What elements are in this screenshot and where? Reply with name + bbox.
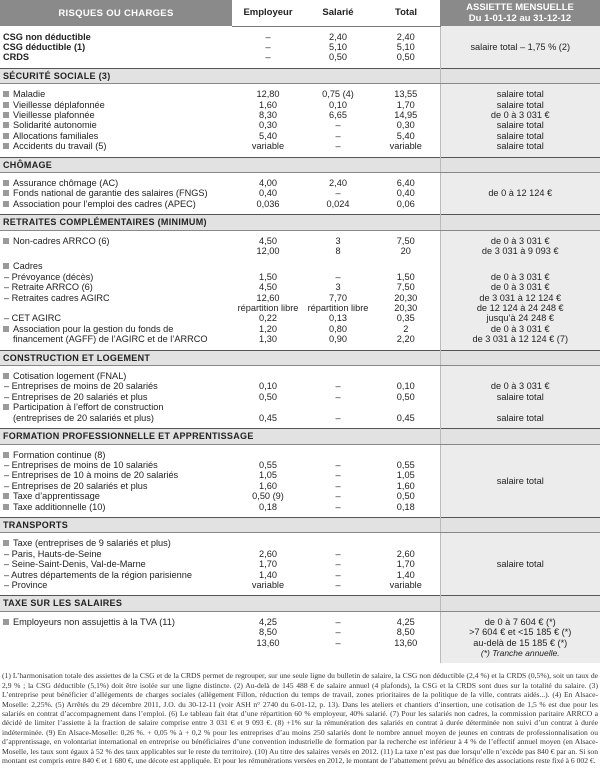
secu-employeur: variable: [251, 141, 285, 152]
participation-salarie: –: [335, 412, 341, 423]
secu-total: 5,40: [396, 130, 415, 141]
cadres-employeur: 12,60: [256, 292, 280, 303]
transports-total: 2,60: [396, 548, 415, 559]
footnote: (1) L’harmonisation totale des assiettes de la CSG et de la CRDS permet de regrouper, sur une seule ligne du bulletin de salaire, la CSG non déductible (2,4 %) et la CRDS (0,5%), soit un taux de 2,9 % ; la CSG déductible (5,1%) doit être isolée sur une ligne distincte.: [2, 671, 598, 690]
formation-total: 1,60: [396, 480, 415, 491]
cadres-item-label: – Prévoyance (décès): [4, 271, 94, 282]
cadres-salarie: 0,13: [329, 313, 347, 324]
header-employeur: Employeur: [232, 0, 304, 26]
cadres-salarie: répartition libre: [307, 303, 369, 314]
construction-salarie: –: [335, 391, 341, 402]
construction-item-label: – Entreprises de 20 salariés et plus: [4, 391, 148, 402]
noncadres-salarie: 8: [335, 246, 341, 256]
noncadres-employeur: 12,00: [256, 246, 280, 256]
chomage-total: 0,40: [396, 188, 415, 199]
square-bullet-icon: [3, 133, 9, 139]
csg-employeur-1: –: [265, 41, 271, 52]
secu-total: 14,95: [394, 109, 418, 120]
section-title-taxe-salaires: TAXE SUR LES SALAIRES: [0, 596, 440, 611]
chomage-employeur: 4,00: [259, 177, 277, 188]
noncadres-label: Non-cadres ARRCO (6): [13, 235, 110, 246]
transports-item-label: – Province: [4, 579, 48, 590]
secu-assiette: salaire total: [440, 141, 600, 151]
transports-salarie: –: [335, 559, 341, 570]
formation-total: 0,55: [396, 459, 415, 470]
transports-total: 1,40: [396, 569, 415, 580]
footnote: (9) En Alsace-Moselle: 0,26 %. + 0,05 % à + 0,2 % pour les entreprises d’au moins 250 salariés dont le nombre annuel moyen de jeunes en contrats de professionnalisation ou d’apprentissage, en volontariat international en entreprise ou bénéficiaires d’une convention industrielle de formation par la recherche est inférieur à 4 % de l’effectif annuel moyen (en Alsace-Moselle, les taux sont égaux à 52 % des taux applicables sur le reste du territoire).: [2, 727, 598, 756]
taxe-salaires-employeur: 13,60: [256, 637, 280, 648]
square-bullet-icon: [3, 238, 9, 244]
square-bullet-icon: [3, 190, 9, 196]
transports-item-label: – Autres départements de la région parisienne: [4, 569, 192, 580]
chomage-total: 0,06: [396, 198, 415, 209]
cadres-salarie: –: [335, 271, 341, 282]
transports-employeur: variable: [251, 579, 285, 590]
footnote: (11) La taxe n’est pas due lorsqu’elle n’excède pas 840 € par an. Si son montant est compris entre 840 € et 1 680 €, une décote est appliquée. Et pour les rémunérations versées en 2012, le montant de l’abattement prévu au bénéfice des associations reste fixé à 6 002 €.: [2, 746, 599, 766]
section-title-formation: FORMATION PROFESSIONNELLE ET APPRENTISSAGE: [0, 429, 440, 444]
formation-employeur: 1,60: [259, 480, 277, 491]
section-title-chomage: CHÔMAGE: [0, 157, 440, 172]
agff-employeur: 1,30: [259, 334, 277, 345]
secu-employeur: 0,30: [259, 120, 277, 131]
participation-label: Participation à l’effort de construction: [13, 402, 164, 413]
cadres-assiette: de 0 à 3 031 €: [440, 282, 600, 292]
csg-salarie-1: 5,10: [329, 41, 347, 52]
square-bullet-icon: [3, 326, 9, 332]
formation-employeur: 0,18: [259, 501, 277, 512]
square-bullet-icon: [3, 263, 9, 269]
agff-label: financement (AGFF) de l’AGIRC et de l’ARRCO: [13, 334, 208, 345]
square-bullet-icon: [3, 201, 9, 207]
square-bullet-icon: [3, 452, 9, 458]
taxe-salaires-total: 4,25: [396, 616, 415, 627]
formation-salarie: –: [335, 491, 341, 502]
cadres-total: 0,35: [396, 313, 415, 324]
header-assiette-title: ASSIETTE MENSUELLE: [466, 2, 574, 13]
secu-employeur: 8,30: [259, 109, 277, 120]
cadres-assiette: de 0 à 3 031 €: [440, 272, 600, 282]
cadres-salarie: 7,70: [329, 292, 347, 303]
noncadres-total: 7,50: [396, 235, 415, 246]
secu-label: Solidarité autonomie: [13, 120, 97, 131]
secu-total: 13,55: [394, 89, 418, 100]
transports-item-label: – Seine-Saint-Denis, Val-de-Marne: [4, 559, 146, 570]
taxe-salaires-total: 8,50: [396, 627, 415, 638]
transports-total: 1,70: [396, 559, 415, 570]
secu-employeur: 5,40: [259, 130, 277, 141]
agff-salarie: 0,90: [329, 334, 347, 345]
transports-salarie: –: [335, 579, 341, 590]
construction-total: 0,10: [396, 381, 415, 392]
secu-salarie: 0,75 (4): [322, 89, 354, 100]
square-bullet-icon: [3, 122, 9, 128]
section-title-secu: SÉCURITÉ SOCIALE (3): [0, 68, 440, 83]
cadres-salarie: 3: [335, 282, 341, 293]
footnote: (5) Arrêtés du 29 décembre 2011, J.O. du 30-12-11 (voir ASH n° 2740 du 6-01-12, p. 13). Dans les ateliers et chantiers d’insertion, une cotisation de 1,5 % est due pour les salariés en contrat d’accompagnement dans l’emploi.: [2, 699, 598, 719]
csg-assiette: salaire total – 1,75 % (2): [440, 32, 600, 63]
construction-item-label: – Entreprises de moins de 20 salariés: [4, 381, 158, 392]
cadres-employeur: 1,50: [259, 271, 277, 282]
secu-employeur: 12,80: [256, 89, 280, 100]
construction-total: 0,50: [396, 391, 415, 402]
formation-employeur: 0,50 (9): [252, 491, 284, 502]
square-bullet-icon: [3, 619, 9, 625]
header-assiette: [440, 0, 600, 26]
cadres-assiette: de 3 031 à 12 124 €: [440, 293, 600, 303]
formation-salarie: –: [335, 470, 341, 481]
participation-total: 0,45: [396, 412, 415, 423]
csg-employeur-0: –: [265, 31, 271, 42]
header-assiette-period: Du 1-01-12 au 31-12-12: [468, 13, 572, 24]
agff-assiette: de 0 à 3 031 €: [440, 324, 600, 334]
formation-employeur: 0,55: [259, 459, 277, 470]
cadres-item-label: – Retraite ARRCO (6): [4, 282, 93, 293]
formation-total: 1,05: [396, 470, 415, 481]
secu-assiette: salaire total: [440, 100, 600, 110]
chomage-label: Association pour l’emploi des cadres (APEC): [13, 198, 196, 209]
square-bullet-icon: [3, 504, 9, 510]
csg-label-2: CRDS: [3, 52, 30, 63]
taxe-salaires-footnote: (*) Tranche annuelle.: [440, 648, 600, 658]
csg-label-0: CSG non déductible: [3, 31, 91, 42]
header-total: Total: [372, 0, 440, 26]
formation-item-label: Taxe d’apprentissage: [13, 491, 100, 502]
secu-label: Accidents du travail (5): [13, 141, 107, 152]
transports-total: variable: [389, 579, 422, 590]
csg-employeur-2: –: [265, 52, 271, 63]
secu-assiette: salaire total: [440, 89, 600, 99]
square-bullet-icon: [3, 112, 9, 118]
chomage-total: 6,40: [396, 177, 415, 188]
csg-salarie-0: 2,40: [329, 31, 347, 42]
formation-item-label: – Entreprises de 10 à moins de 20 salariés: [4, 470, 179, 481]
secu-label: Vieillesse plafonnée: [13, 109, 95, 120]
footnote: (6) Le tableau fait état d’une répartition 60 % employeur, 40% salarié.: [168, 709, 388, 719]
footnote: (3) L’entreprise peut bénéficier d’allégements de charges sociales (allègement Fillon, réduction du temps de travail, zones prioritaires de la politique de la ville, contrats aidés...).: [2, 680, 599, 700]
cadres-assiette: jusqu’à 24 248 €: [440, 313, 600, 323]
footnote: (8) +1% sur la rémunération des salariés en contrat à durée déterminée non suivi d’un contrat à durée indéterminée.: [2, 718, 598, 737]
header-risques: RISQUES OU CHARGES: [0, 0, 232, 26]
square-bullet-icon: [3, 404, 9, 410]
cadres-total: 1,50: [396, 271, 415, 282]
taxe-salaires-salarie: –: [335, 637, 341, 648]
construction-assiette: salaire total: [440, 392, 600, 402]
section-title-construction: CONSTRUCTION ET LOGEMENT: [0, 350, 440, 365]
taxe-salaires-total: 13,60: [394, 637, 418, 648]
square-bullet-icon: [3, 143, 9, 149]
construction-employeur: 0,50: [259, 391, 277, 402]
taxe-salaires-assiette: >7 604 € et <15 185 € (*): [440, 627, 600, 637]
cadres-total: 20,30: [394, 303, 418, 314]
chomage-assiette: de 0 à 12 124 €: [440, 178, 600, 209]
participation-assiette: salaire total: [440, 413, 600, 423]
taxe-salaires-employeur: 8,50: [259, 627, 277, 638]
formation-total: 0,50: [396, 491, 415, 502]
taxe-salaires-label: Employeurs non assujettis à la TVA (11): [13, 616, 175, 627]
cadres-total: 20,30: [394, 292, 418, 303]
formation-salarie: –: [335, 501, 341, 512]
secu-total: 0,30: [396, 120, 415, 131]
cadres-item-label: – Retraites cadres AGIRC: [4, 292, 110, 303]
agff-salarie: 0,80: [329, 323, 347, 334]
chomage-label: Fonds national de garantie des salaires (FNGS): [13, 188, 208, 199]
noncadres-assiette: de 3 031 à 9 093 €: [440, 246, 600, 256]
square-bullet-icon: [3, 540, 9, 546]
formation-continue-label: Formation continue (8): [13, 449, 106, 460]
footnote: (2) Au-delà de 145 488 € de salaire annuel (4 plafonds), la CSG et la CRDS sont dues sur la totalité du salaire.: [234, 680, 587, 690]
secu-total: 1,70: [396, 99, 415, 110]
square-bullet-icon: [3, 373, 9, 379]
chomage-label: Assurance chômage (AC): [13, 177, 119, 188]
taxe-salaires-salarie: –: [335, 616, 341, 627]
noncadres-assiette: de 0 à 3 031 €: [440, 236, 600, 246]
section-title-retraites: RETRAITES COMPLÉMENTAIRES (MINIMUM): [0, 215, 440, 230]
agff-total: 2: [403, 323, 409, 334]
section-title-transports: TRANSPORTS: [0, 517, 440, 532]
agff-assiette: de 3 031 à 12 124 € (7): [440, 334, 600, 344]
formation-assiette: salaire total: [440, 450, 600, 512]
csg-salarie-2: 0,50: [329, 52, 347, 63]
transports-taxe-label: Taxe (entreprises de 9 salariés et plus): [13, 538, 171, 549]
square-bullet-icon: [3, 493, 9, 499]
transports-item-label: – Paris, Hauts-de-Seine: [4, 548, 102, 559]
footnote: (4) En Alsace-Moselle: 2,25%.: [2, 690, 598, 709]
formation-salarie: –: [335, 459, 341, 470]
cadres-assiette: de 12 124 à 24 248 €: [440, 303, 600, 313]
construction-salarie: –: [335, 381, 341, 392]
footnotes: [0, 663, 600, 765]
formation-total: 0,18: [396, 501, 415, 512]
transports-assiette: salaire total: [440, 538, 600, 590]
noncadres-total: 20: [400, 246, 411, 256]
chomage-salarie: 2,40: [329, 177, 347, 188]
secu-label: Allocations familiales: [13, 130, 99, 141]
agff-employeur: 1,20: [259, 323, 277, 334]
construction-assiette: de 0 à 3 031 €: [440, 381, 600, 391]
secu-assiette: salaire total: [440, 131, 600, 141]
cadres-total: 7,50: [396, 282, 415, 293]
chomage-employeur: 0,40: [259, 188, 277, 199]
secu-salarie: –: [335, 120, 341, 131]
secu-label: Maladie: [13, 89, 46, 100]
formation-item-label: Taxe additionnelle (10): [13, 501, 106, 512]
formation-item-label: – Entreprises de 20 salariés et plus: [4, 480, 148, 491]
cadres-employeur: 4,50: [259, 282, 277, 293]
chomage-salarie: –: [335, 188, 341, 199]
construction-cotisation-label: Cotisation logement (FNAL): [13, 371, 127, 382]
square-bullet-icon: [3, 180, 9, 186]
transports-employeur: 2,60: [259, 548, 277, 559]
taxe-salaires-salarie: –: [335, 627, 341, 638]
transports-employeur: 1,40: [259, 569, 277, 580]
csg-total-0: 2,40: [396, 31, 415, 42]
participation-employeur: 0,45: [259, 412, 277, 423]
footnote: (7) Pour les salariés non cadres, la commission paritaire ARRCO a décidé de limiter l’assiette à la fraction de salaire comprise entre 3 031 € et 9 093 €.: [2, 709, 599, 728]
chomage-salarie: 0,024: [326, 198, 350, 209]
formation-employeur: 1,05: [259, 470, 277, 481]
secu-assiette: de 0 à 3 031 €: [440, 110, 600, 120]
construction-employeur: 0,10: [259, 381, 277, 392]
cadres-item-label: – CET AGIRC: [4, 313, 62, 324]
csg-label-1: CSG déductible (1): [3, 41, 86, 52]
cadres-label: Cadres: [13, 261, 43, 272]
cadres-employeur: 0,22: [259, 313, 277, 324]
cadres-employeur: répartition libre: [237, 303, 299, 314]
square-bullet-icon: [3, 102, 9, 108]
secu-label: Vieillesse déplafonnée: [13, 99, 105, 110]
formation-item-label: – Entreprises de moins de 10 salariés: [4, 459, 158, 470]
noncadres-employeur: 4,50: [259, 235, 277, 246]
secu-employeur: 1,60: [259, 99, 277, 110]
chomage-employeur: 0,036: [256, 198, 280, 209]
secu-total: variable: [389, 141, 422, 152]
csg-total-1: 5,10: [396, 41, 415, 52]
transports-salarie: –: [335, 548, 341, 559]
csg-total-2: 0,50: [396, 52, 415, 63]
agff-total: 2,20: [396, 334, 415, 345]
secu-salarie: 6,65: [329, 109, 347, 120]
transports-employeur: 1,70: [259, 559, 277, 570]
secu-salarie: –: [335, 130, 341, 141]
transports-salarie: –: [335, 569, 341, 580]
footnote: (10) Au titre des salaires versés en 2012.: [254, 746, 379, 756]
secu-assiette: salaire total: [440, 120, 600, 130]
noncadres-salarie: 3: [335, 235, 341, 246]
secu-salarie: –: [335, 141, 341, 152]
taxe-salaires-assiette: de 0 à 7 604 € (*): [440, 617, 600, 627]
formation-salarie: –: [335, 480, 341, 491]
secu-salarie: 0,10: [329, 99, 347, 110]
participation-label: (entreprises de 20 salariés et plus): [13, 412, 154, 423]
agff-label: Association pour la gestion du fonds de: [13, 323, 174, 334]
header-salarie: Salarié: [304, 0, 372, 26]
taxe-salaires-employeur: 4,25: [259, 616, 277, 627]
square-bullet-icon: [3, 91, 9, 97]
taxe-salaires-assiette: au-delà de 15 185 € (*): [440, 638, 600, 648]
